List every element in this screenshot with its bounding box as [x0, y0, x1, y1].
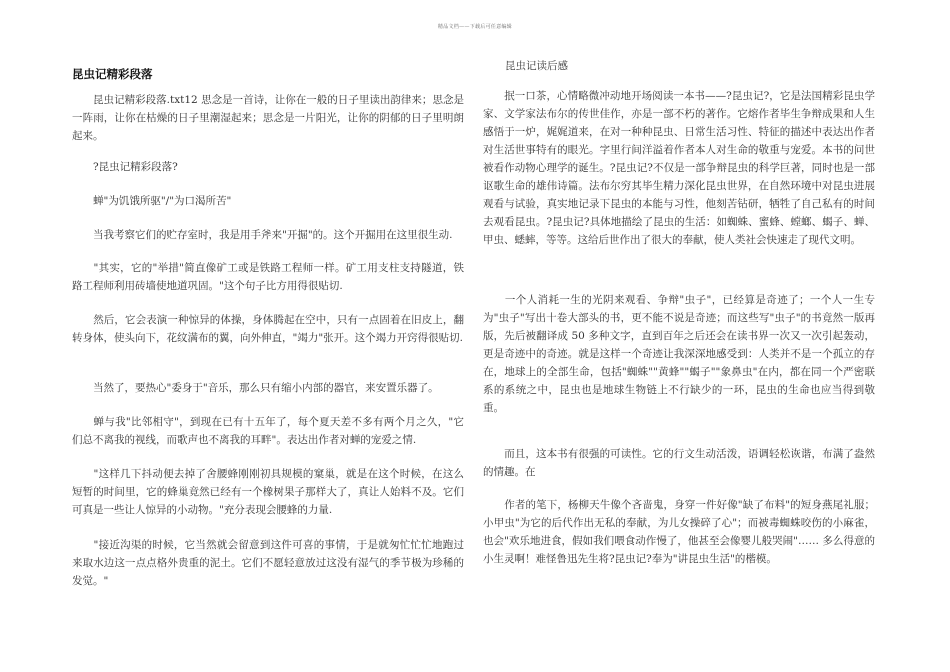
- left-paragraph-gymnastics: 然后，它会表演一种惊异的体操，身体腾起在空中，只有一点固着在旧皮上，翻转身体，使头向下，花纹满布的翼，向外伸直，"竭力"张开。这个竭力开窍得很贴切.: [72, 314, 464, 344]
- left-paragraph-intro: 昆虫记精彩段落.txt12 思念是一首诗，让你在一般的日子里读出韵律来；思念是一阵雨，让你在枯燥的日子里潮湿起来；思念是一片阳光，让你的阴郁的日子里明朗起来。: [72, 94, 464, 142]
- left-paragraph-cicada-heading: 蝉"为饥饿所驱"/"为口渴所苦": [72, 195, 232, 207]
- left-paragraph-miner: "其实，它的"举措"简直像矿工或是铁路工程师一样。矿工用支柱支持隧道，铁路工程师利用砖墙使地道巩固。"这个句子比方用得很贴切.: [72, 262, 464, 292]
- right-paragraph-author-pen: 作者的笔下，杨柳天牛像个吝啬鬼，身穿一件好像"缺了布料"的短身燕尾礼服；小甲虫"为它的后代作出无私的奉献，为儿女操碎了心"；而被毒蜘蛛咬伤的小麻雀，也会"欢乐地进食，假如我们喂食动作慢了，他甚至会像婴儿般哭闹"…… 多么得意的小生灵啊！难怪鲁迅先生将?昆虫记?奉为"讲昆虫生活"的楷模。: [483, 499, 875, 565]
- right-paragraph-opening: 抿一口茶，心情略微冲动地开场阅读一本书——?昆虫记?，它是法国精彩昆虫学家、文学家法布尔的传世佳作，亦是一部不朽的著作。它熔作者毕生争辩成果和人生感悟于一炉，娓娓道来，在对一种种昆虫、日常生活习性、特征的描述中表达出作者对生活世事特有的眼光。字里行间洋溢着作者本人对生命的敬重与宠爱。本书的问世被看作动物心理学的诞生。?昆虫记?不仅是一部争辩昆虫的科学巨著，同时也是一部讴歌生命的雄伟诗篇。法布尔穷其毕生精力深化昆虫世界，在自然环境中对昆虫进展观看与试验，真实地记录下昆虫的本能与习性，他刻苦钻研，牺牲了自己私有的时间去观看昆虫。?昆虫记?具体地描绘了昆虫的生活：如蜘蛛、蜜蜂、螳螂、蝎子、蝉、甲虫、蟋蟀，等等。这给后世作出了很大的奉献，使人类社会快速走了现代文明。: [483, 90, 875, 246]
- left-paragraph-neighbor: 蝉与我"比邻相守"，到现在已有十五年了，每个夏天差不多有两个月之久，"它们总不离我的视线，而歌声也不离我的耳畔"。表达出作者对蝉的宠爱之情.: [72, 416, 464, 446]
- right-paragraph-readability: 而且，这本书有很强的可读性。它的行文生动活泼，语调轻松诙谐，布满了盎然的情趣。在: [483, 448, 875, 478]
- right-paragraph-miracle: 一个人消耗一生的光阴来观看、争辩"虫子"，已经算是奇迹了；一个人一生专为"虫子"写出十卷大部头的书，更不能不说是奇迹；而这些写"虫子"的书竟然一版再版，先后被翻译成 50 多种文字，直到百年之后还会在读书界一次又一次引起轰动，更是奇迹中的奇迹。就是这样一个奇迹让我深深地感受到：人类并不是一个孤立的存在，地球上的全部生命，包括"蜘蛛""黄蜂""蝎子""象鼻虫"在内，都在同一个严密联系的系统之中，昆虫也是地球生物链上不行缺少的一环，昆虫的生命也应当得到敬重。: [483, 294, 875, 414]
- left-paragraph-subtitle: ?昆虫记精彩段落?: [72, 161, 178, 173]
- left-paragraph-wasp-nest: "这样几下抖动便去掉了舍腰蜂刚刚初具规模的窠巢，就是在这个时候，在这么短暂的时间里，它的蜂巢竟然已经有一个橡树果子那样大了，真让人始料不及。它们可真是一些让人惊异的小动物。"充分表现会腰蜂的力量.: [72, 468, 464, 516]
- left-paragraph-ditch: "接近沟渠的时候，它当然就会留意到这件可喜的事情，于是就匆忙忙忙地跑过来取水边这一点点格外贵重的泥土。它们不愿轻意放过这没有湿气的季节极为珍稀的发觉。": [72, 539, 464, 587]
- page-header: 精品文档——下载后可任意编辑: [437, 24, 513, 30]
- left-paragraph-music: 当然了，要热心"委身于"音乐，那么只有缩小内部的器官，来安置乐器了。: [72, 382, 439, 394]
- left-article-title: 昆虫记精彩段落: [72, 67, 153, 81]
- left-paragraph-storage: 当我考察它们的贮存室时，我是用手斧来"开掘"的。这个开掘用在这里很生动.: [72, 229, 453, 241]
- right-article-title: 昆虫记读后感: [505, 60, 568, 72]
